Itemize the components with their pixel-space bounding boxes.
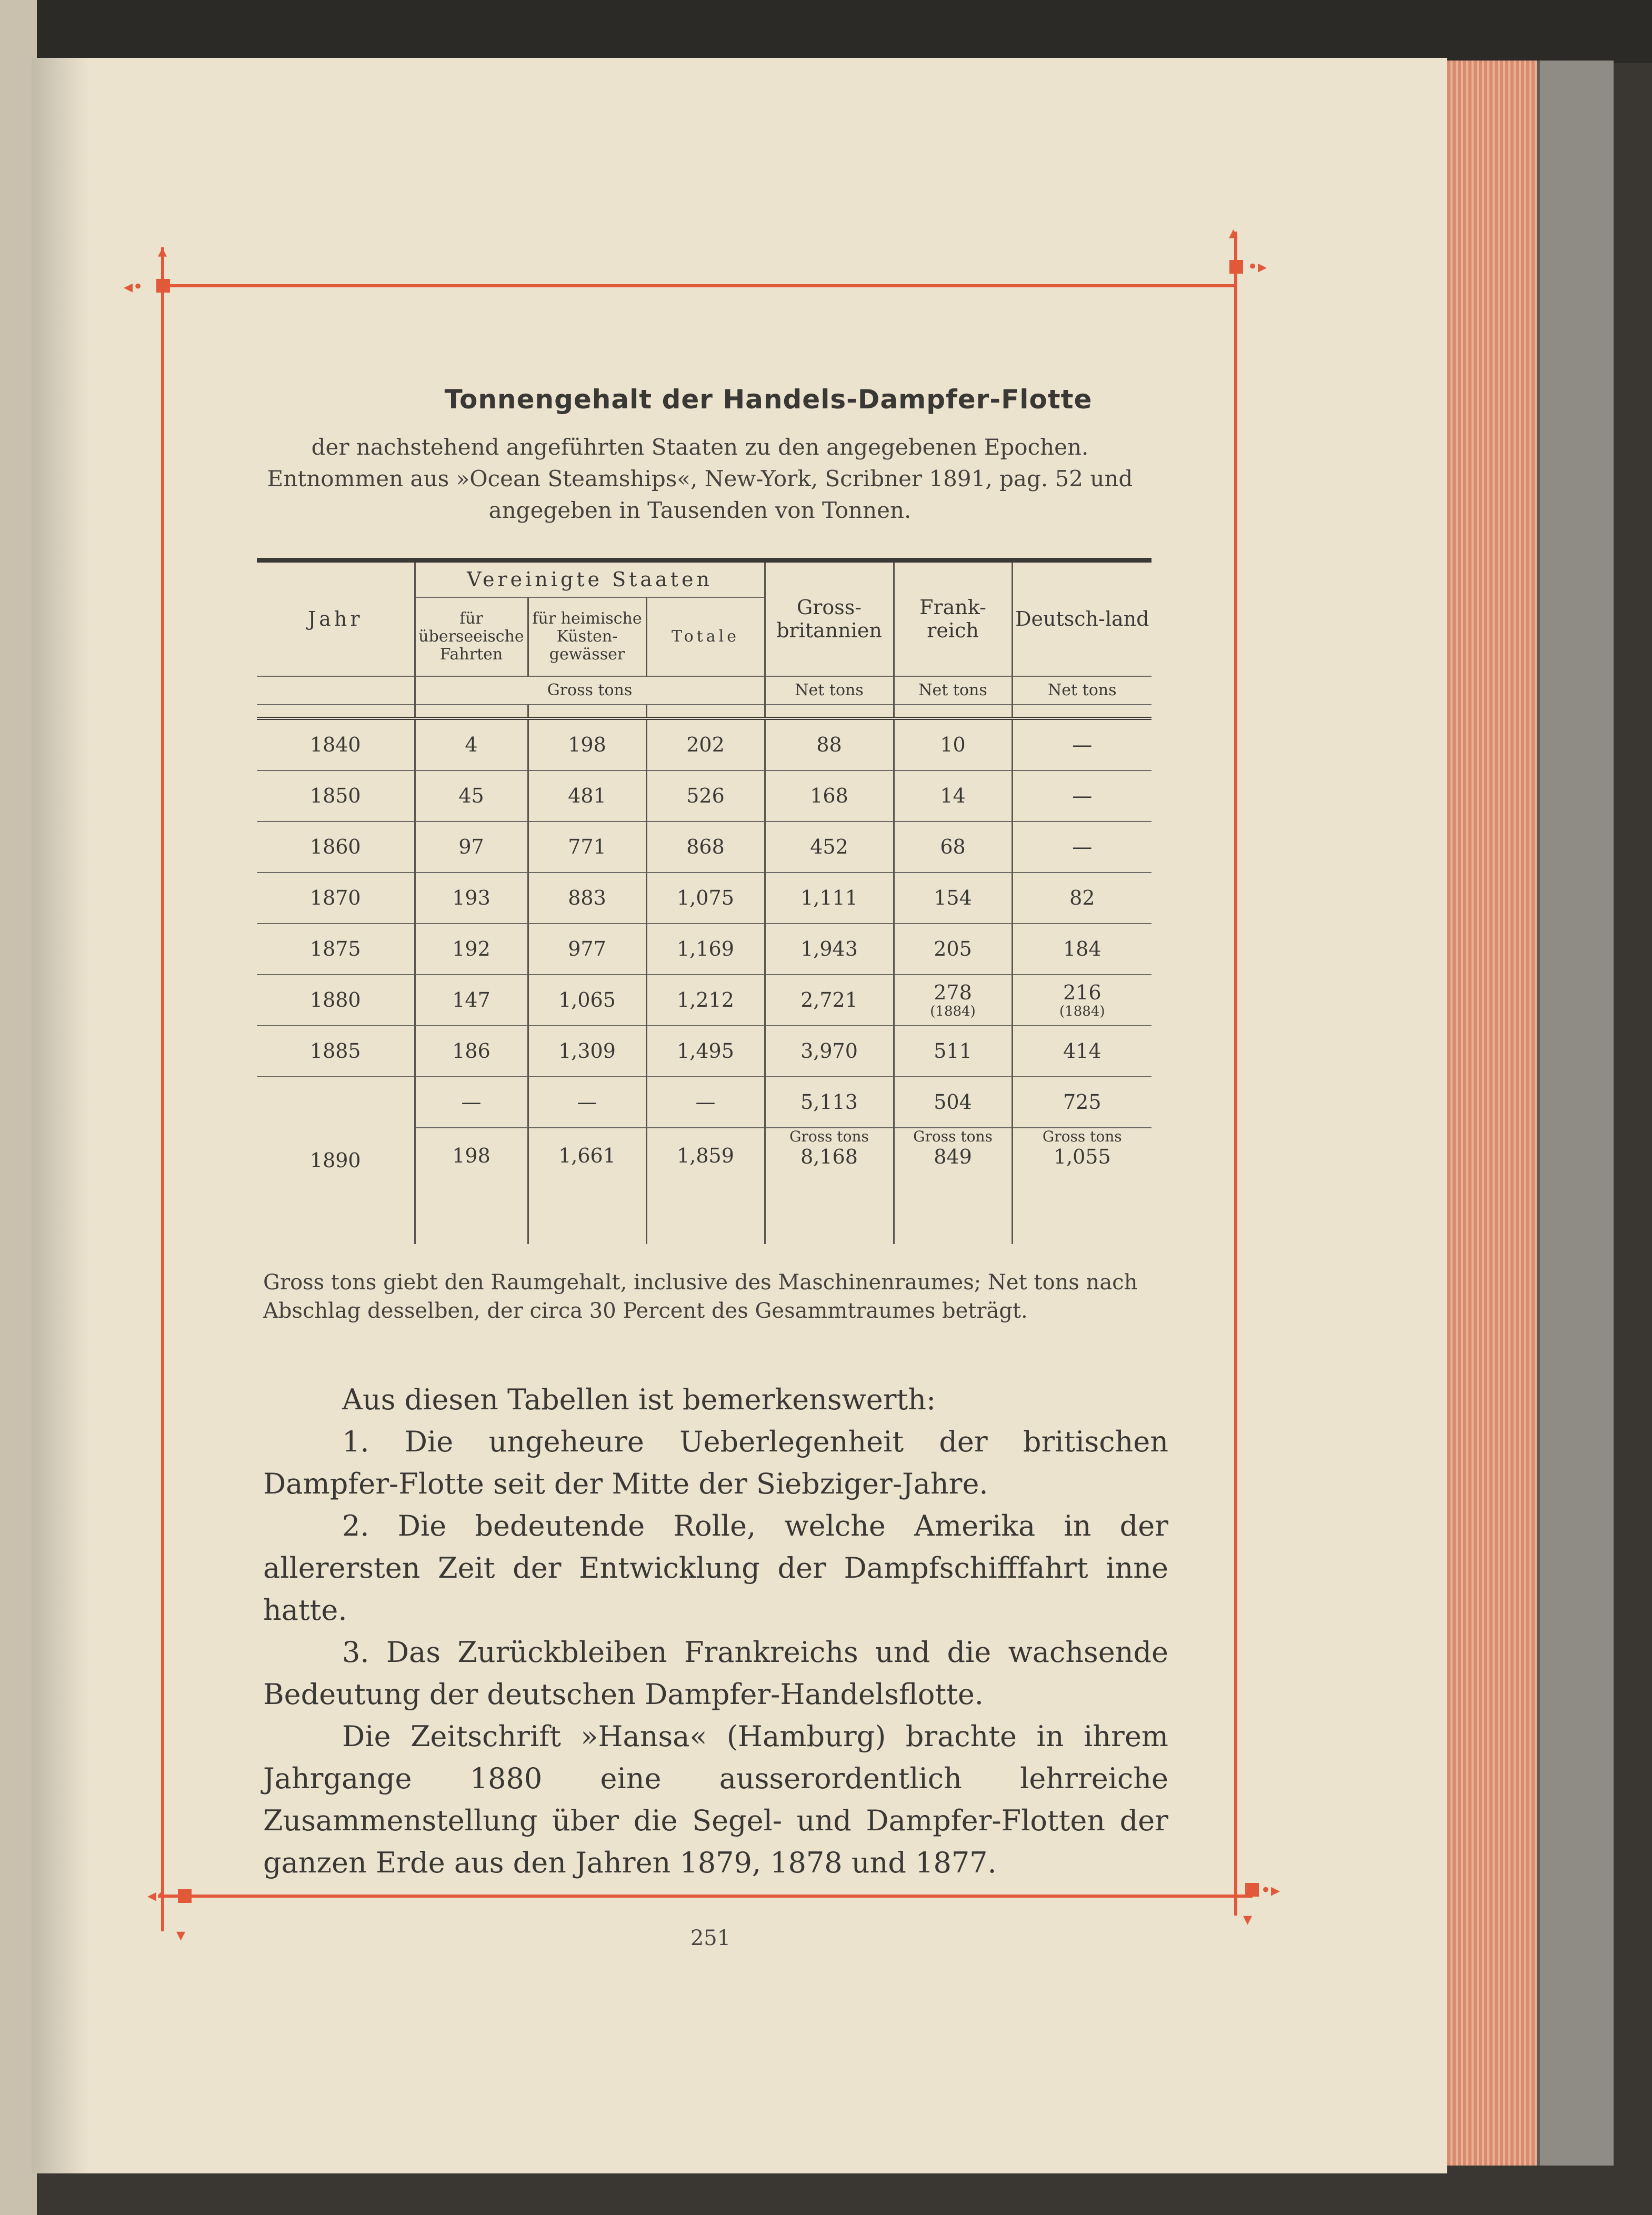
subtitle — [242, 432, 1158, 526]
header-deutschland: Deutsch-land — [1012, 560, 1152, 676]
cell-value: 216 — [1063, 981, 1102, 1004]
table-row — [257, 1026, 1152, 1077]
table-cell: 192 — [415, 924, 528, 975]
cell-unit: Gross tons — [789, 1127, 869, 1145]
table-cell — [894, 1128, 1012, 1244]
year-cell: 1885 — [257, 1026, 415, 1077]
table-cell: 452 — [765, 821, 894, 873]
table-row — [257, 873, 1152, 924]
table-cell — [894, 975, 1012, 1026]
header-jahr: Jahr — [257, 560, 415, 676]
table-cell: 883 — [528, 873, 646, 924]
header-grossbritannien: Gross-britannien — [765, 560, 894, 676]
subtitle-line: der nachstehend angeführten Staaten zu den angegebenen Epochen. — [311, 434, 1089, 460]
table-cell — [765, 1128, 894, 1244]
year-cell: 1880 — [257, 975, 415, 1026]
year-cell: 1870 — [257, 873, 415, 924]
table-footnote: Gross tons giebt den Raumgehalt, inclusive des Maschinenraumes; Net tons nach Abschlag desselben, der circa 30 Percent des Gesammtraumes beträgt. — [263, 1270, 1138, 1323]
cell-unit: Gross tons — [1042, 1127, 1122, 1145]
header-us-total: Totale — [646, 597, 765, 676]
table-cell: — — [1012, 718, 1152, 770]
subtitle-line: Entnommen aus »Ocean Steamships«, New-York, Scribner 1891, pag. 52 und — [267, 466, 1133, 492]
table-row — [257, 924, 1152, 975]
table-row — [257, 718, 1152, 770]
table-cell: 504 — [894, 1077, 1012, 1128]
table-cell: 1,943 — [765, 924, 894, 975]
unit-fr: Net tons — [894, 676, 1012, 705]
table-cell: 14 — [894, 770, 1012, 821]
table-cell: 1,859 — [646, 1128, 765, 1244]
table-cell: 147 — [415, 975, 528, 1026]
page-number: 251 — [690, 1926, 731, 1950]
table-cell: 5,113 — [765, 1077, 894, 1128]
year-cell: 1840 — [257, 718, 415, 770]
table-cell: 1,212 — [646, 975, 765, 1026]
table-cell: 868 — [646, 821, 765, 873]
table-cell: 1,661 — [528, 1128, 646, 1244]
table-cell: 3,970 — [765, 1026, 894, 1077]
table-cell: 1,495 — [646, 1026, 765, 1077]
ornament-arrow-icon: ◂• — [124, 276, 144, 297]
point-paragraph: 1. Die ungeheure Ueberlegenheit der britischen Dampfer-Flotte seit der Mitte der Siebziger-Jahre. — [263, 1425, 1168, 1500]
table-cell: 481 — [528, 770, 646, 821]
table-cell — [1012, 1128, 1152, 1244]
page-gutter-shadow — [32, 58, 89, 2173]
table-cell: — — [1012, 770, 1152, 821]
header-us-coastal: für heimische Küsten-gewässer — [528, 597, 646, 676]
cell-value: 8,168 — [800, 1145, 858, 1168]
cell-note: (1884) — [930, 1004, 976, 1019]
table-cell: 205 — [894, 924, 1012, 975]
table-cell: 184 — [1012, 924, 1152, 975]
point-paragraph: 3. Das Zurückbleiben Frankreichs und die wachsende Bedeutung der deutschen Dampfer-Handelsflotte. — [263, 1636, 1168, 1711]
year-cell: 1890 — [309, 1149, 361, 1172]
table-cell: 186 — [415, 1026, 528, 1077]
subtitle-line: angegeben in Tausenden von Tonnen. — [488, 497, 912, 523]
table-cell: 10 — [894, 718, 1012, 770]
unit-de: Net tons — [1012, 676, 1152, 705]
table-cell: 725 — [1012, 1077, 1152, 1128]
table-cell: 1,111 — [765, 873, 894, 924]
unit-us: Gross tons — [415, 676, 765, 705]
table-cell: 2,721 — [765, 975, 894, 1026]
table-cell: 45 — [415, 770, 528, 821]
body-text — [263, 1379, 1168, 1884]
table-cell: 1,169 — [646, 924, 765, 975]
book-cover-top — [0, 0, 1652, 63]
table-cell: — — [415, 1077, 528, 1128]
table-cell: 202 — [646, 718, 765, 770]
table-row — [257, 770, 1152, 821]
year-cell: 1875 — [257, 924, 415, 975]
header-us-overseas: für überseeische Fahrten — [415, 597, 528, 676]
year-cell: 1860 — [257, 821, 415, 873]
table-cell: 198 — [415, 1128, 528, 1244]
book-cover-right — [1537, 61, 1614, 2166]
table-cell: 511 — [894, 1026, 1012, 1077]
table-row-1890-net — [257, 1077, 1152, 1128]
table-cell: 526 — [646, 770, 765, 821]
tonnage-table — [257, 558, 1152, 1244]
cell-note: (1884) — [1059, 1004, 1105, 1019]
table-cell: 154 — [894, 873, 1012, 924]
table-cell: 1,065 — [528, 975, 646, 1026]
table-cell: 97 — [415, 821, 528, 873]
table-cell: 977 — [528, 924, 646, 975]
table-row — [257, 975, 1152, 1026]
year-cell: 1850 — [257, 770, 415, 821]
table-cell: 68 — [894, 821, 1012, 873]
header-frankreich: Frank-reich — [894, 560, 1012, 676]
header-vereinigte-staaten: Vereinigte Staaten — [415, 560, 765, 597]
cell-unit: Gross tons — [913, 1127, 993, 1145]
table-cell: 1,309 — [528, 1026, 646, 1077]
table-cell: 168 — [765, 770, 894, 821]
cell-value: 278 — [934, 981, 972, 1004]
table-cell: 198 — [528, 718, 646, 770]
table-cell: — — [528, 1077, 646, 1128]
page-title: Tonnengehalt der Handels-Dampfer-Flotte — [444, 384, 1093, 415]
table-cell: 193 — [415, 873, 528, 924]
unit-blank — [257, 676, 415, 705]
intro-paragraph: Aus diesen Tabellen ist bemerkenswerth: — [342, 1383, 936, 1416]
table-cell: — — [646, 1077, 765, 1128]
table-cell: 1,075 — [646, 873, 765, 924]
table-cell: 4 — [415, 718, 528, 770]
cell-value: 1,055 — [1053, 1145, 1111, 1168]
cell-value: 849 — [934, 1145, 972, 1168]
unit-gb: Net tons — [765, 676, 894, 705]
closing-paragraph: Die Zeitschrift »Hansa« (Hamburg) brachte in ihrem Jahrgange 1880 eine ausserordentlich lehrreiche Zusammenstellung über die Segel- und Dampfer-Flotten der ganzen Erde aus den Jahren 1879, 1878 und 1877. — [263, 1720, 1168, 1879]
table-cell: 88 — [765, 718, 894, 770]
page-edges — [1442, 61, 1537, 2166]
table-cell: — — [1012, 821, 1152, 873]
table-cell: 414 — [1012, 1026, 1152, 1077]
point-paragraph: 2. Die bedeutende Rolle, welche Amerika in der allerersten Zeit der Entwicklung der Dampfschifffahrt inne hatte. — [263, 1509, 1168, 1627]
table-cell: 771 — [528, 821, 646, 873]
table-cell — [1012, 975, 1152, 1026]
table-row — [257, 821, 1152, 873]
table-cell: 82 — [1012, 873, 1152, 924]
